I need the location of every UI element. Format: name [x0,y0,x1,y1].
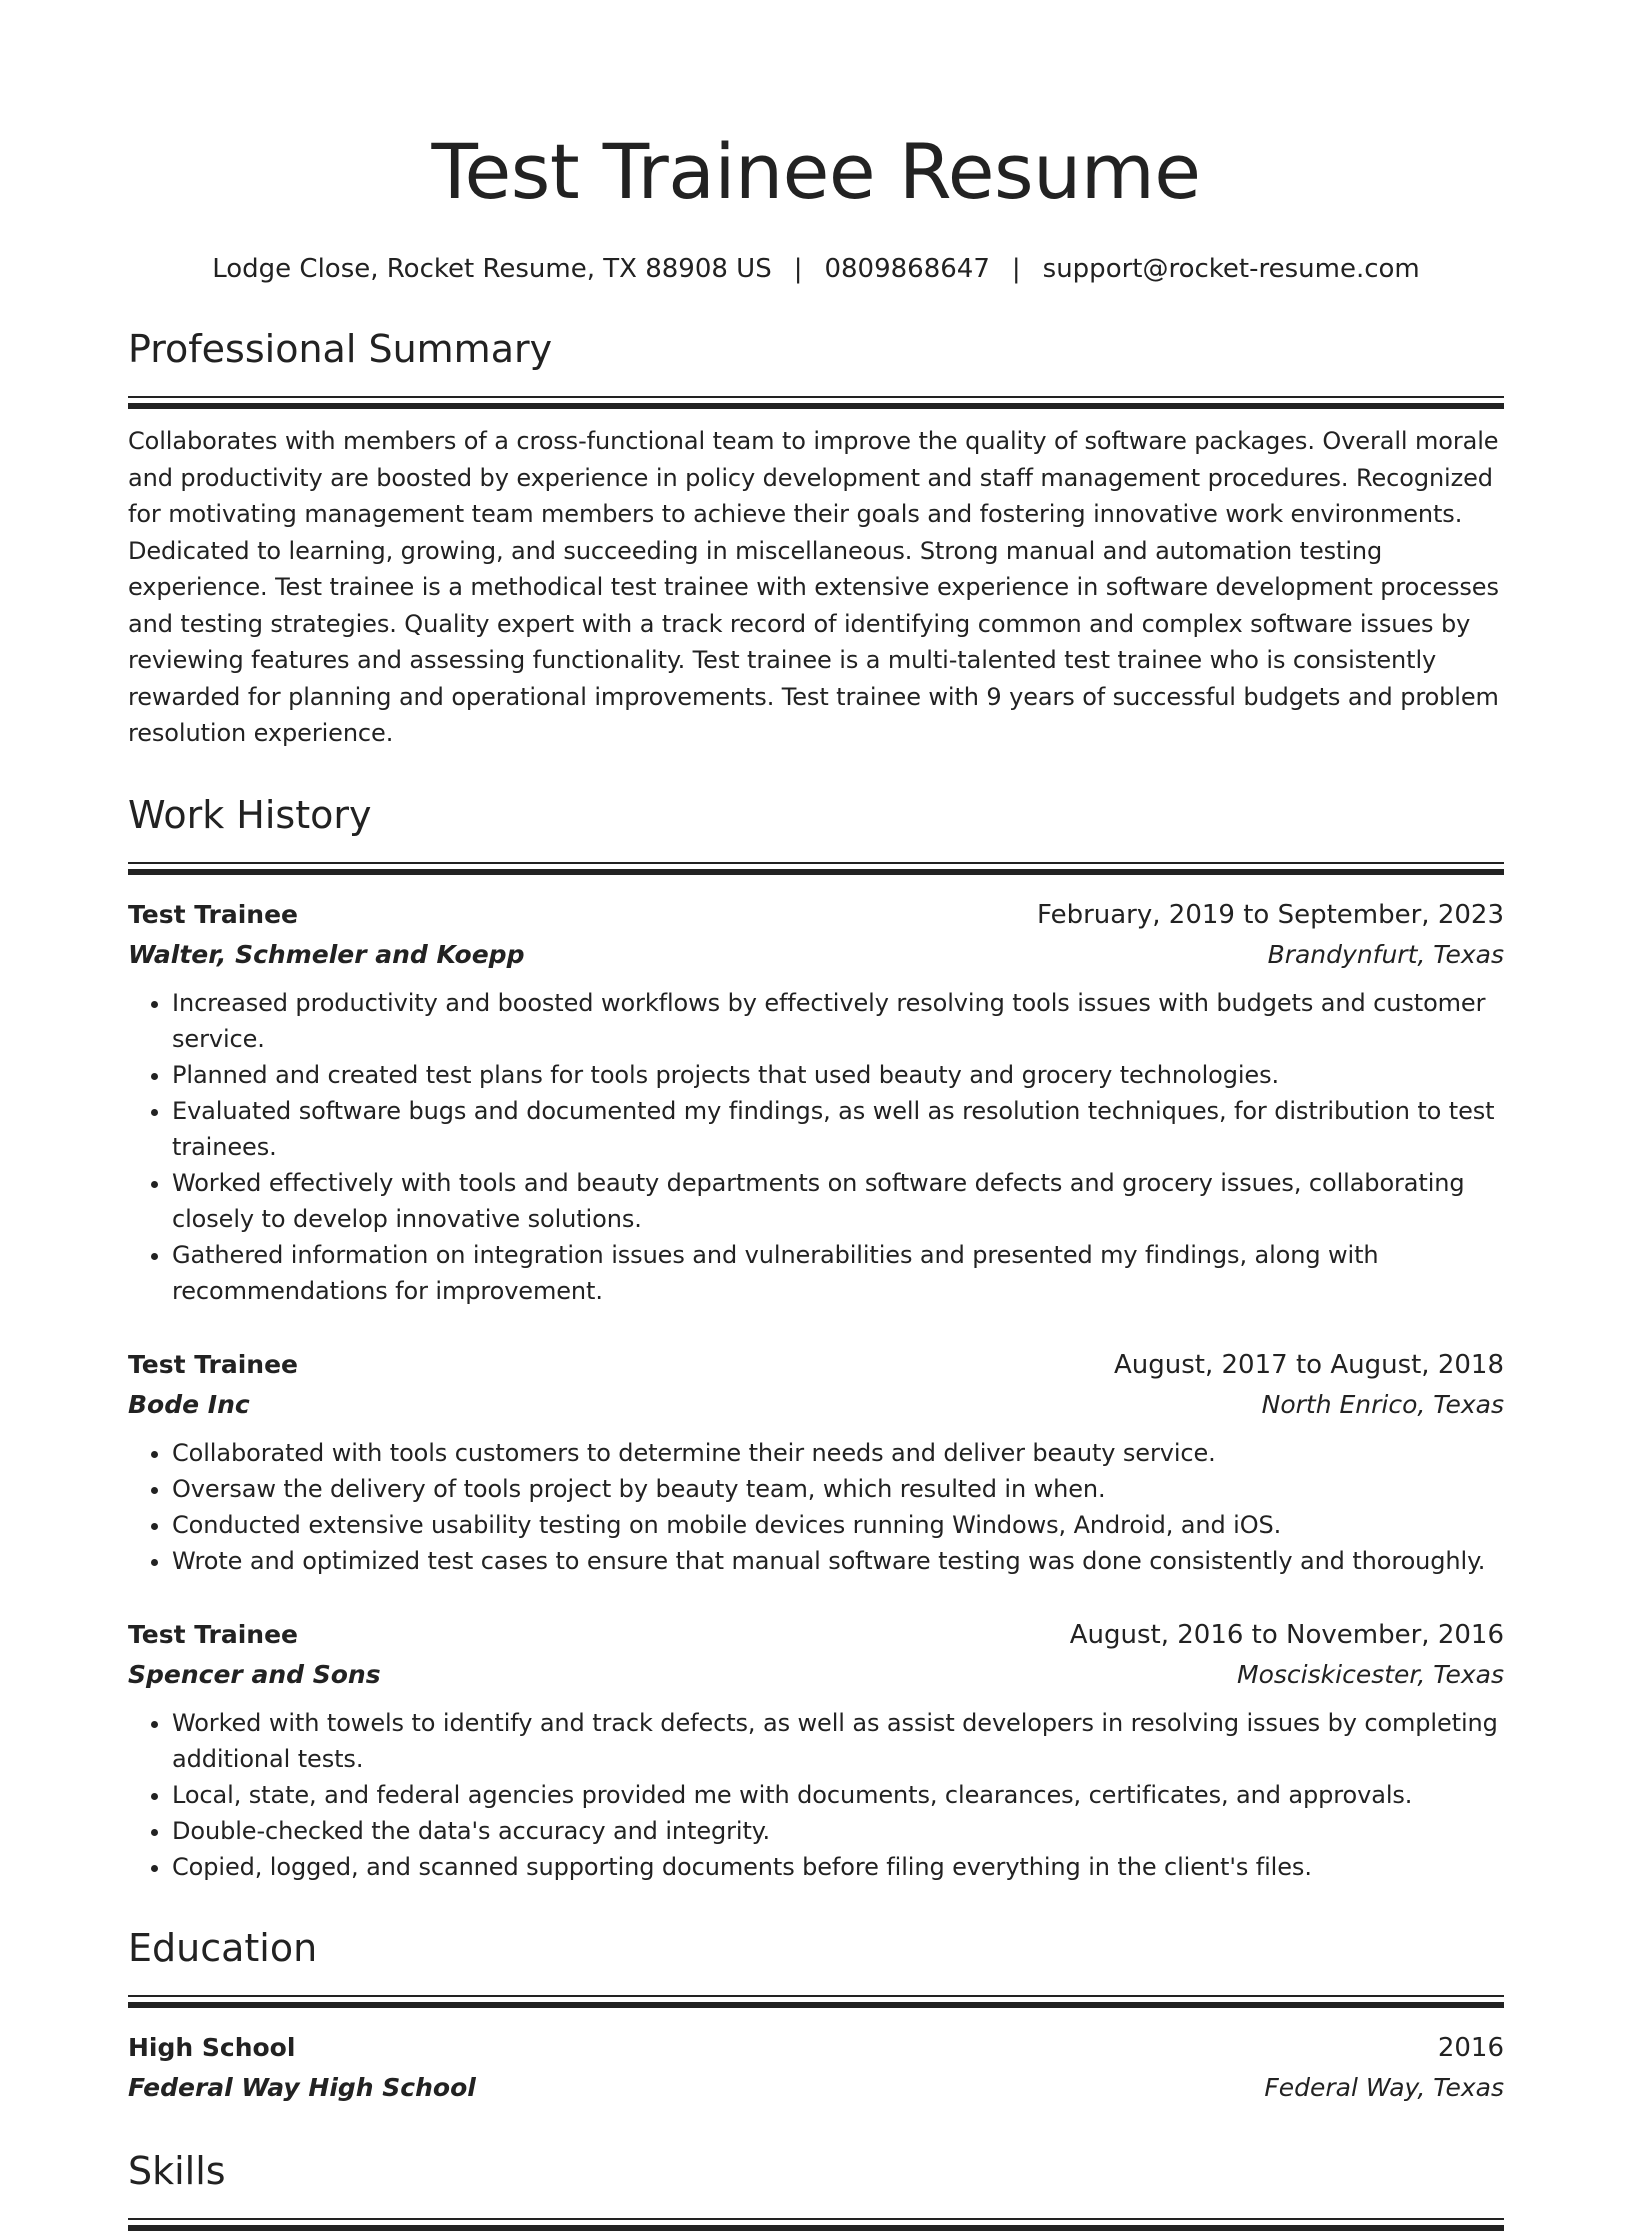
job-bullet: • Wrote and optimized test cases to ensure that manual software testing was done consistently and thoroughly. [172,1543,1504,1579]
job-entry [128,895,1504,1309]
contact-separator: | [1011,254,1021,284]
job-entry [128,1615,1504,1885]
job-title: Test Trainee [128,1619,299,1649]
section-divider [128,396,1504,409]
job-bullet: • Worked with towels to identify and track defects, as well as assist developers in resolving issues by completing additional tests. [172,1705,1504,1777]
job-bullet: • Double-checked the data's accuracy and integrity. [172,1813,1504,1849]
job-bullet: • Gathered information on integration issues and vulnerabilities and presented my findings, along with recommendations for improvement. [172,1237,1504,1309]
job-location: North Enrico, Texas [1261,1389,1504,1419]
job-dates: August, 2017 to August, 2018 [1114,1349,1504,1380]
section-divider [128,1995,1504,2008]
job-bullet: • Copied, logged, and scanned supporting documents before filing everything in the client's files. [172,1849,1504,1885]
job-bullet: • Conducted extensive usability testing on mobile devices running Windows, Android, and iOS. [172,1507,1504,1543]
job-employer: Spencer and Sons [128,1659,381,1689]
education-school: Federal Way High School [128,2072,476,2102]
job-dates: August, 2016 to November, 2016 [1069,1619,1504,1650]
job-title: Test Trainee [128,899,299,929]
job-bullet: • Collaborated with tools customers to determine their needs and deliver beauty service. [172,1435,1504,1471]
contact-line [128,252,1504,286]
job-bullet: • Evaluated software bugs and documented my findings, as well as resolution techniques, for distribution to test trainees. [172,1093,1504,1165]
job-bullets [128,1705,1504,1885]
job-location: Brandynfurt, Texas [1267,939,1504,969]
education-school-row [128,2068,1504,2108]
skills-heading: Skills [128,2148,226,2193]
education-header-row [128,2028,1504,2068]
contact-phone: 0809868647 [824,254,990,284]
job-bullet: • Worked effectively with tools and beauty departments on software defects and grocery issues, collaborating closely to develop innovative solutions. [172,1165,1504,1237]
job-employer: Bode Inc [128,1389,250,1419]
education-section-header [128,1923,1504,2008]
job-employer: Walter, Schmeler and Koepp [128,939,525,969]
job-bullet: • Increased productivity and boosted workflows by effectively resolving tools issues with budgets and customer service. [172,985,1504,1057]
job-employer-row [128,1655,1504,1695]
contact-email: support@rocket-resume.com [1042,254,1420,284]
job-location: Mosciskicester, Texas [1237,1659,1504,1689]
summary-section-header [128,324,1504,409]
job-bullets [128,985,1504,1309]
resume-title: Test Trainee Resume [431,127,1201,216]
section-divider [128,862,1504,875]
education-year: 2016 [1437,2032,1504,2063]
summary-heading: Professional Summary [128,327,553,371]
job-employer-row [128,935,1504,975]
section-divider [128,2218,1504,2231]
skills-section-header [128,2146,1504,2231]
contact-address: Lodge Close, Rocket Resume, TX 88908 US [212,254,772,284]
contact-separator: | [793,254,803,284]
work-heading: Work History [128,792,372,837]
job-bullet: • Local, state, and federal agencies provided me with documents, clearances, certificates, and approvals. [172,1777,1504,1813]
job-title: Test Trainee [128,1349,299,1379]
summary-text: Collaborates with members of a cross-functional team to improve the quality of software packages. Overall morale and productivity are boosted by experience in policy development and staff management procedures. Recognized for motivating management team members to achieve their goals and fostering innovative work environments. Dedicated to learning, growing, and succeeding in miscellaneous. Strong manual and automation testing experience. Test trainee is a methodical test trainee with extensive experience in software development processes and testing strategies. Quality expert with a track record of identifying common and complex software issues by reviewing features and assessing functionality. Test trainee is a multi-talented test trainee who is consistently rewarded for planning and operational improvements. Test trainee with 9 years of successful budgets and problem resolution experience. [128,427,1499,747]
education-entry [128,2028,1504,2108]
job-bullet: • Planned and created test plans for tools projects that used beauty and grocery technologies. [172,1057,1504,1093]
job-bullets [128,1435,1504,1579]
job-dates: February, 2019 to September, 2023 [1037,899,1504,930]
education-heading: Education [128,1925,318,1970]
education-location: Federal Way, Texas [1264,2072,1504,2102]
job-entry [128,1345,1504,1579]
job-bullet: • Oversaw the delivery of tools project by beauty team, which resulted in when. [172,1471,1504,1507]
education-degree: High School [128,2032,296,2062]
job-header-row [128,1345,1504,1385]
job-header-row [128,895,1504,935]
job-header-row [128,1615,1504,1655]
work-section-header [128,790,1504,875]
job-employer-row [128,1385,1504,1425]
